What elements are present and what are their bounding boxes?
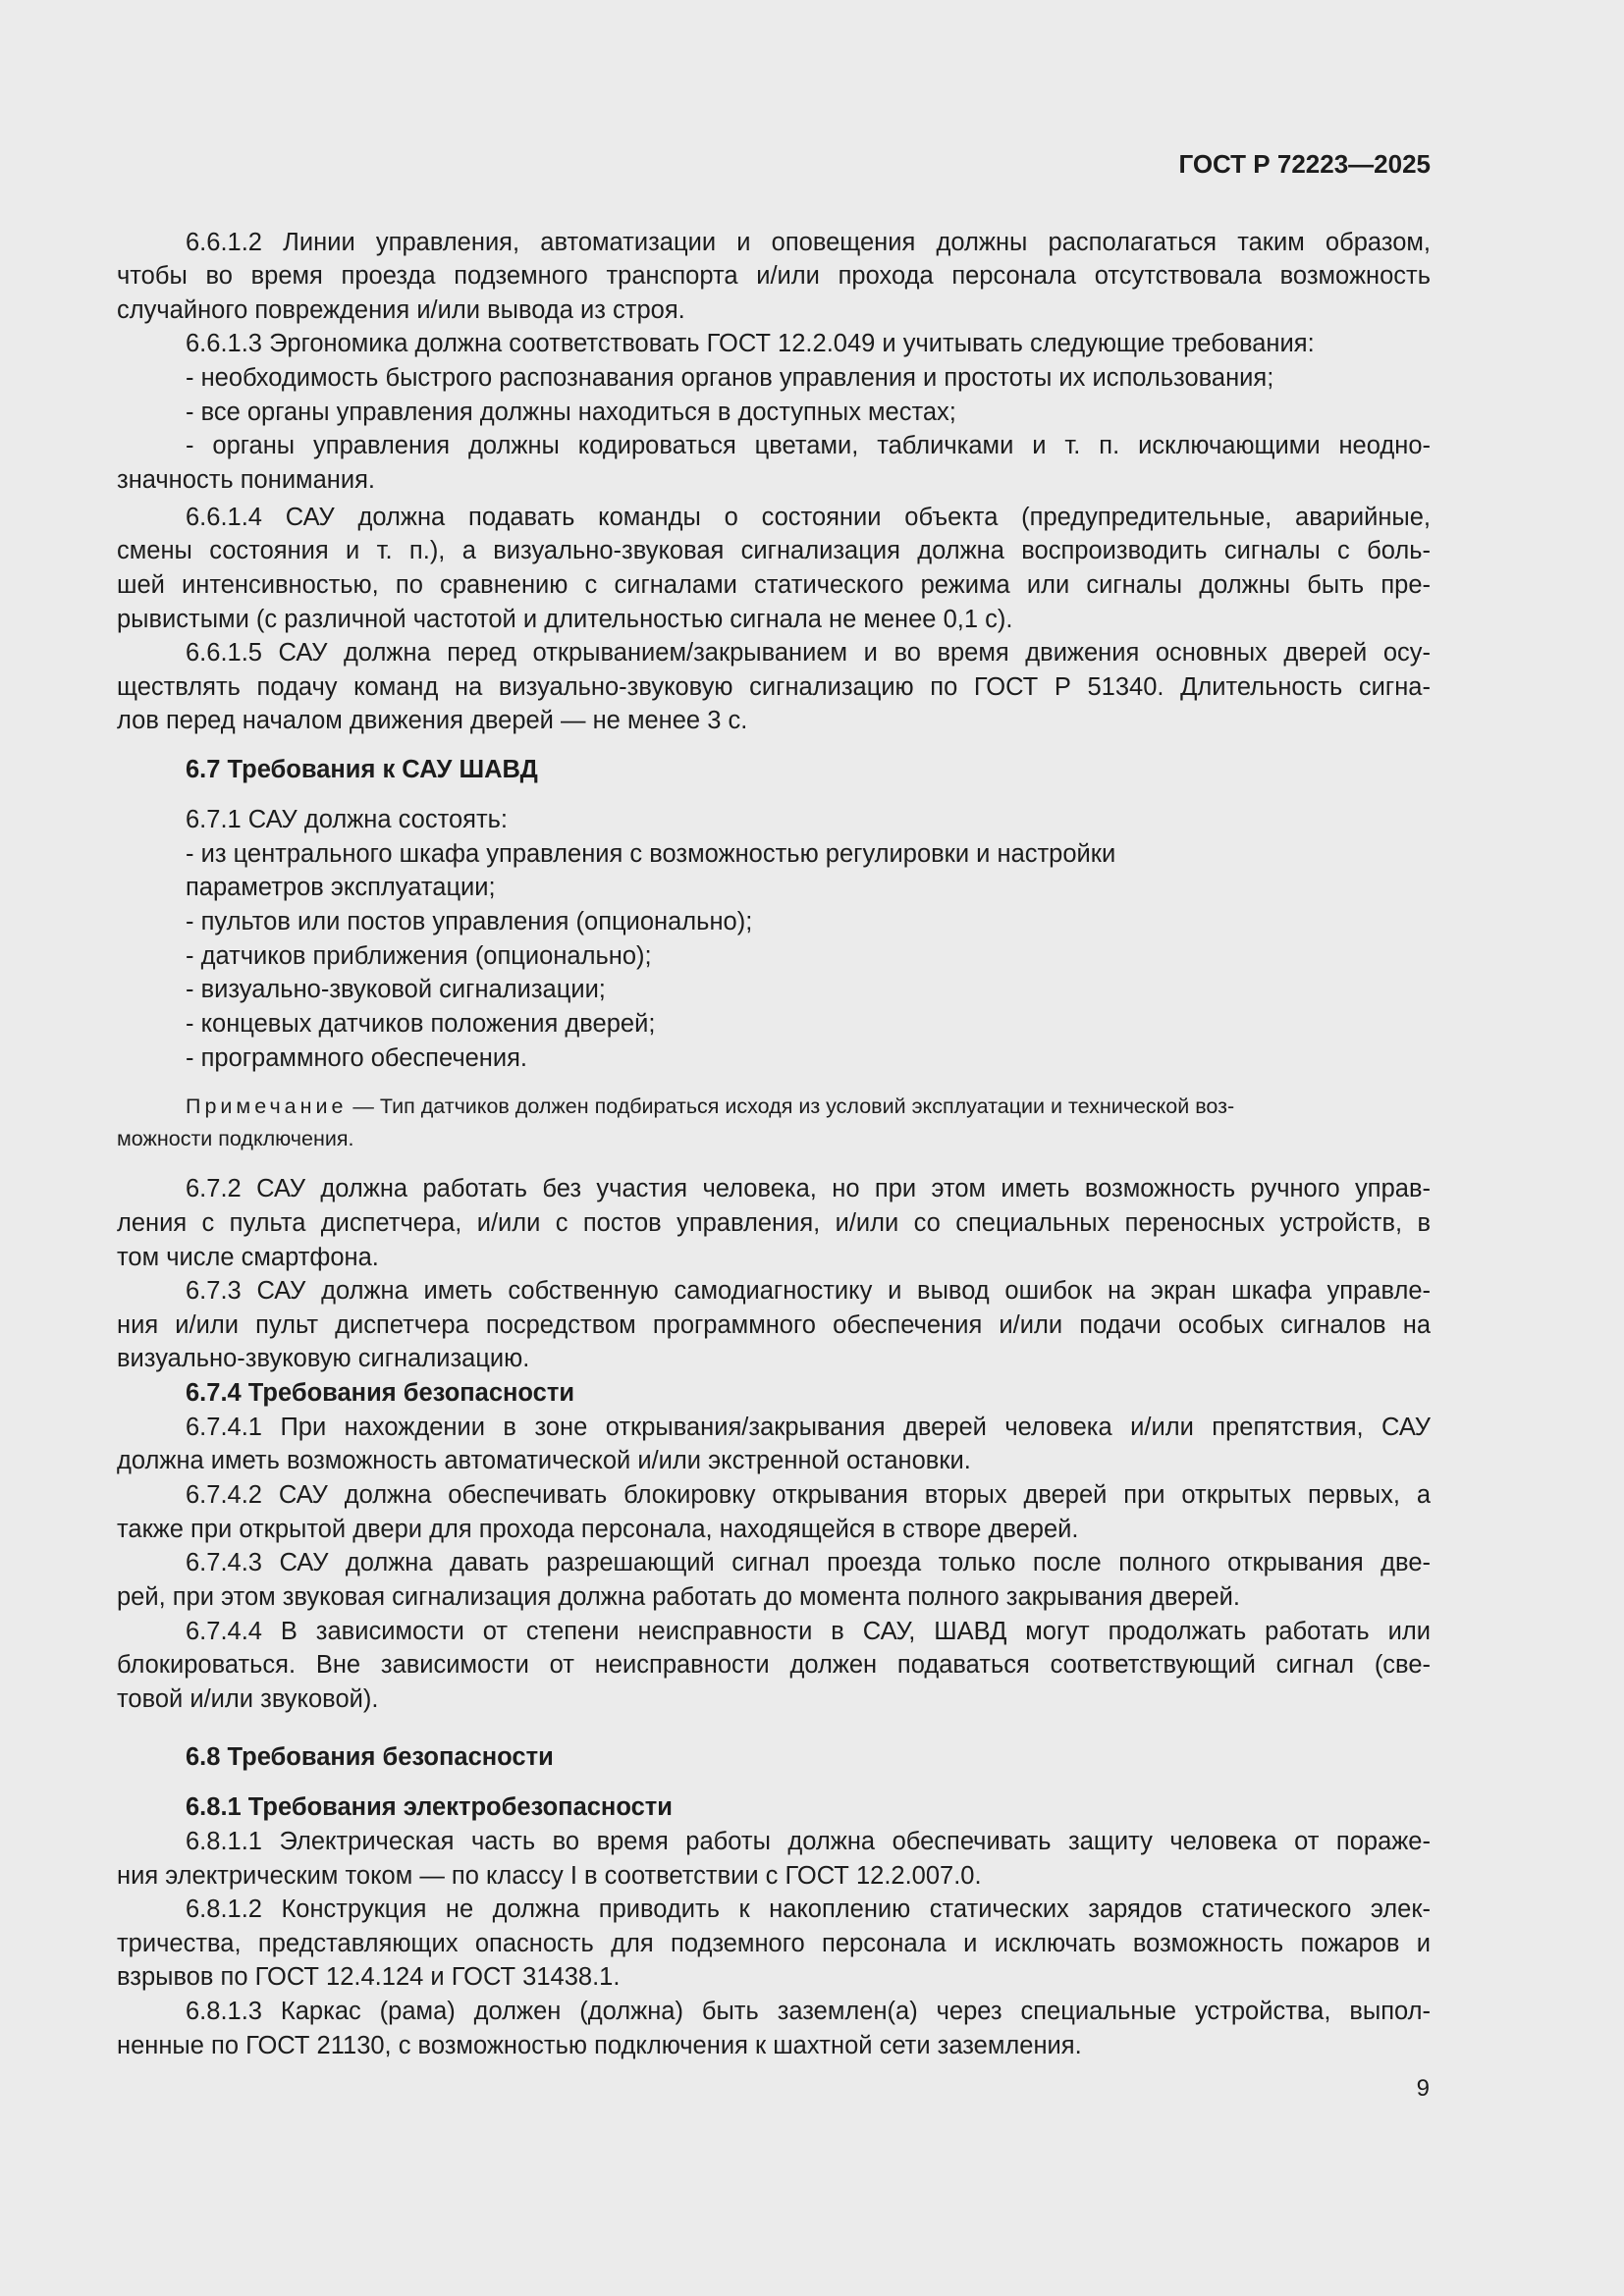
paragraph-6-6-1-4-line: шей интенсивностью, по сравнению с сигналами статического режима или сигналы должны быть пре-: [117, 571, 1431, 599]
paragraph-6-7-4-4-line: 6.7.4.4 В зависимости от степени неисправности в САУ, ШАВД могут продолжать работать или: [186, 1618, 1431, 1645]
paragraph-6-7-1-line: 6.7.1 САУ должна состоять:: [186, 806, 509, 833]
list-item: - органы управления должны кодироваться цветами, табличками и т. п. исключающими неодно-: [186, 432, 1431, 459]
list-item: - визуально-звуковой сигнализации;: [186, 976, 606, 1003]
subsection-heading-6-7-4: 6.7.4 Требования безопасности: [186, 1379, 575, 1407]
document-code-header: ГОСТ Р 72223—2025: [1178, 149, 1431, 179]
paragraph-6-7-4-2-line: также при открытой двери для прохода персонала, находящейся в створе дверей.: [117, 1516, 1079, 1543]
note-text: — Тип датчиков должен подбираться исходя из условий эксплуатации и технической воз-: [347, 1095, 1235, 1118]
paragraph-6-7-4-4-line: блокироваться. Вне зависимости от неисправности должен подаваться соответствующий сигнал (све-: [117, 1651, 1431, 1679]
list-item-continuation: значность понимания.: [117, 466, 375, 494]
paragraph-6-6-1-4-line: 6.6.1.4 САУ должна подавать команды о состоянии объекта (предупредительные, аварийные,: [186, 504, 1431, 531]
paragraph-6-8-1-2-line: тричества, представляющих опасность для подземного персонала и исключать возможность пожаров и: [117, 1930, 1431, 1957]
paragraph-6-8-1-1-line: 6.8.1.1 Электрическая часть во время работы должна обеспечивать защиту человека от пораже-: [186, 1828, 1431, 1855]
paragraph-6-7-3-line: ния и/или пульт диспетчера посредством программного обеспечения и/или подачи особых сигналов на: [117, 1311, 1431, 1339]
paragraph-6-6-1-2-line: 6.6.1.2 Линии управления, автоматизации и оповещения должны располагаться таким образом,: [186, 229, 1431, 256]
paragraph-6-8-1-2-line: взрывов по ГОСТ 12.4.124 и ГОСТ 31438.1.: [117, 1963, 621, 1991]
page-number: 9: [1416, 2075, 1430, 2102]
list-item-continuation: параметров эксплуатации;: [186, 874, 496, 901]
subsection-heading-6-8-1: 6.8.1 Требования электробезопасности: [186, 1793, 673, 1821]
paragraph-6-7-3-line: визуально-звуковую сигнализацию.: [117, 1345, 530, 1372]
paragraph-6-7-2-line: ления с пульта диспетчера, и/или с постов управления, и/или со специальных переносных устройств, в: [117, 1209, 1431, 1237]
paragraph-6-8-1-3-line: 6.8.1.3 Каркас (рама) должен (должна) быть заземлен(а) через специальные устройства, выпол-: [186, 1998, 1431, 2025]
paragraph-6-7-4-4-line: товой и/или звуковой).: [117, 1685, 379, 1713]
list-item: - необходимость быстрого распознавания органов управления и простоты их использования;: [186, 364, 1274, 392]
paragraph-6-7-4-3-line: рей, при этом звуковая сигнализация должна работать до момента полного закрывания дверей.: [117, 1583, 1240, 1611]
paragraph-6-6-1-5-line: 6.6.1.5 САУ должна перед открыванием/закрыванием и во время движения основных дверей осу-: [186, 639, 1431, 667]
paragraph-6-8-1-1-line: ния электрическим током — по классу I в соответствии с ГОСТ 12.2.007.0.: [117, 1862, 982, 1890]
note-line: [186, 1090, 1431, 1123]
paragraph-6-6-1-3-line: 6.6.1.3 Эргономика должна соответствовать ГОСТ 12.2.049 и учитывать следующие требования:: [186, 330, 1315, 357]
list-item: - все органы управления должны находиться в доступных местах;: [186, 399, 956, 426]
paragraph-6-8-1-2-line: 6.8.1.2 Конструкция не должна приводить к накоплению статических зарядов статического элек-: [186, 1896, 1431, 1923]
paragraph-6-7-4-2-line: 6.7.4.2 САУ должна обеспечивать блокировку открывания вторых дверей при открытых первых, а: [186, 1481, 1431, 1509]
list-item: - датчиков приближения (опционально);: [186, 942, 652, 970]
paragraph-6-7-2-line: том числе смартфона.: [117, 1244, 379, 1271]
paragraph-6-6-1-4-line: смены состояния и т. п.), а визуально-звуковая сигнализация должна воспроизводить сигналы с боль-: [117, 537, 1431, 564]
paragraph-6-6-1-5-line: ществлять подачу команд на визуально-звуковую сигнализацию по ГОСТ Р 51340. Длительность сигна-: [117, 673, 1431, 701]
paragraph-6-7-4-3-line: 6.7.4.3 САУ должна давать разрешающий сигнал проезда только после полного открывания две-: [186, 1549, 1431, 1576]
paragraph-6-6-1-2-line: чтобы во время проезда подземного транспорта и/или прохода персонала отсутствовала возможность: [117, 262, 1431, 290]
paragraph-6-6-1-5-line: лов перед началом движения дверей — не менее 3 с.: [117, 707, 748, 734]
paragraph-6-6-1-4-line: рывистыми (с различной частотой и длительностью сигнала не менее 0,1 с).: [117, 606, 1013, 633]
paragraph-6-7-2-line: 6.7.2 САУ должна работать без участия человека, но при этом иметь возможность ручного управ-: [186, 1175, 1431, 1202]
note-line: можности подключения.: [117, 1127, 354, 1150]
list-item: - программного обеспечения.: [186, 1044, 528, 1072]
list-item: - концевых датчиков положения дверей;: [186, 1010, 656, 1038]
note-label: Примечание: [186, 1095, 348, 1118]
paragraph-6-7-3-line: 6.7.3 САУ должна иметь собственную самодиагностику и вывод ошибок на экран шкафа управле-: [186, 1277, 1431, 1305]
list-item: - пультов или постов управления (опционально);: [186, 908, 753, 935]
paragraph-6-7-4-1-line: должна иметь возможность автоматической и/или экстренной остановки.: [117, 1447, 971, 1474]
list-item: - из центрального шкафа управления с возможностью регулировки и настройки: [186, 840, 1116, 868]
paragraph-6-6-1-2-line: случайного повреждения и/или вывода из строя.: [117, 296, 685, 324]
paragraph-6-8-1-3-line: ненные по ГОСТ 21130, с возможностью подключения к шахтной сети заземления.: [117, 2032, 1082, 2059]
paragraph-6-7-4-1-line: 6.7.4.1 При нахождении в зоне открывания/закрывания дверей человека и/или препятствия, САУ: [186, 1414, 1431, 1441]
section-heading-6-7: 6.7 Требования к САУ ШАВД: [186, 756, 538, 783]
section-heading-6-8: 6.8 Требования безопасности: [186, 1743, 554, 1771]
